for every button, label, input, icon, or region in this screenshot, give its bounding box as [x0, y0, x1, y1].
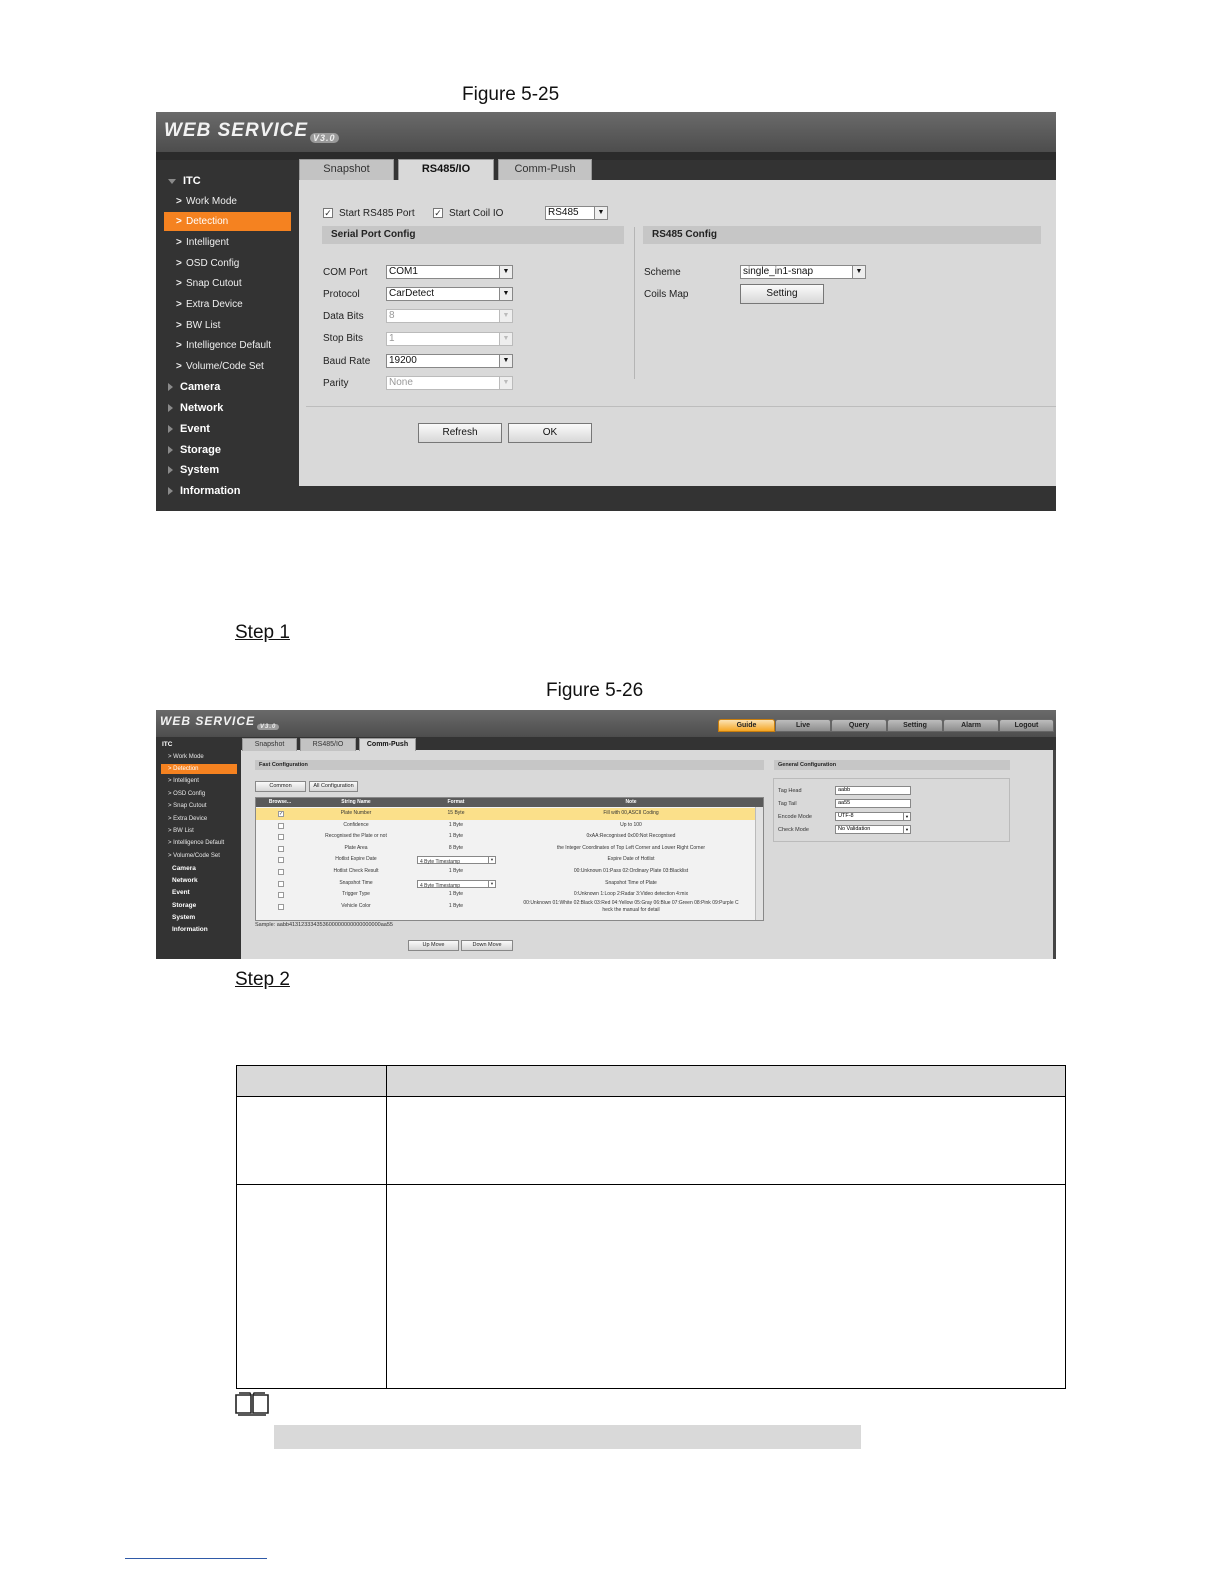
row-note: the Integer Coordinates of Top Left Corner and Lower Right Corner	[556, 844, 706, 851]
row-format-value: 4 Byte Timestamp	[420, 882, 461, 889]
top-nav-query[interactable]: Query	[831, 719, 887, 732]
start-coil-label: Start Coil IO	[449, 208, 504, 219]
chevron-right-icon: >	[176, 340, 182, 351]
sidebar-item-bw-list[interactable]: > BW List	[176, 320, 221, 331]
protocol-label: Protocol	[323, 289, 360, 300]
book-icon	[234, 1391, 270, 1417]
row-string-name: Snapshot Time	[339, 879, 373, 886]
table-row[interactable]	[256, 854, 756, 866]
row-note: 00:Unknown 01:White 02:Black 03:Red 04:Yellow 05:Gray 06:Blue 07:Green 08:Pink 09:Purple C	[523, 899, 739, 906]
sidebar-item-work-mode[interactable]: > Work Mode	[168, 754, 204, 760]
sidebar-item-network[interactable]: Network	[172, 877, 198, 884]
row-checkbox[interactable]	[278, 869, 284, 875]
dropdown-arrow-icon: ▼	[594, 207, 607, 219]
dropdown-arrow-icon: ▼	[499, 288, 512, 300]
tag-head-input[interactable]: aabb	[835, 786, 911, 795]
common-button[interactable]: Common	[255, 781, 306, 792]
sidebar-item-intelligent[interactable]: > Intelligent	[168, 778, 199, 784]
table-cell	[237, 1185, 387, 1389]
sidebar-item-extra-device[interactable]: > Extra Device	[168, 816, 208, 822]
screenshot-comm-push	[156, 710, 1056, 959]
tag-tail-label: Tag Tail	[778, 801, 797, 807]
dropdown-arrow-icon: ▼	[499, 377, 512, 389]
chevron-right-icon: >	[176, 320, 182, 331]
setting-button[interactable]: Setting	[740, 284, 824, 304]
header-bar	[156, 152, 1056, 160]
row-string-name: Plate Area	[344, 844, 368, 851]
data-bits-select[interactable]: 8 ▼	[386, 309, 513, 323]
collapse-icon	[168, 466, 173, 474]
row-checkbox[interactable]	[278, 846, 284, 852]
dropdown-arrow-icon: ▼	[499, 333, 512, 345]
dropdown-arrow-icon: ▼	[499, 355, 512, 367]
tab-snapshot[interactable]: Snapshot	[242, 738, 297, 751]
row-checkbox[interactable]	[278, 823, 284, 829]
col-string-name: String Name	[341, 799, 371, 805]
row-format: 1 Byte	[448, 891, 464, 898]
com-port-select[interactable]: COM1 ▼	[386, 265, 513, 279]
scheme-label: Scheme	[644, 267, 681, 278]
parity-select[interactable]: None ▼	[386, 376, 513, 390]
chevron-right-icon: >	[176, 237, 182, 248]
row-string-name: Hotlist Expire Date	[335, 856, 377, 863]
tag-tail-input[interactable]: aa55	[835, 799, 911, 808]
parameter-table	[236, 1065, 1066, 1389]
note-shaded-bar	[274, 1425, 861, 1449]
row-note: Expire Date of Hotlist	[607, 856, 655, 863]
refresh-button[interactable]: Refresh	[418, 423, 502, 443]
form-divider	[306, 406, 1056, 407]
sidebar-item-detection[interactable]: > Detection	[176, 216, 229, 227]
chevron-right-icon: >	[176, 258, 182, 269]
collapse-icon	[168, 404, 173, 412]
top-nav-setting[interactable]: Setting	[887, 719, 943, 732]
expand-icon	[168, 179, 176, 184]
sidebar-item-snap-cutout[interactable]: > Snap Cutout	[168, 803, 207, 809]
step-1-label: Step 1	[235, 622, 290, 643]
right-scroll-edge	[1053, 750, 1056, 959]
sidebar-item-event[interactable]: Event	[172, 889, 190, 896]
sidebar-item-camera[interactable]: Camera	[172, 865, 196, 872]
col-format: Format	[447, 799, 465, 805]
top-nav-live[interactable]: Live	[775, 719, 831, 732]
sidebar-item-extra-device[interactable]: > Extra Device	[176, 299, 243, 310]
table-row[interactable]	[256, 808, 756, 820]
collapse-icon	[168, 446, 173, 454]
row-note: Fill with 00,ASCII Coding	[603, 810, 659, 816]
sidebar-item-volume-code-set[interactable]: > Volume/Code Set	[176, 361, 264, 372]
sidebar-item-osd-config[interactable]: > OSD Config	[168, 791, 206, 797]
col-note: Note	[625, 799, 637, 805]
general-configuration-header: General Configuration	[774, 760, 1010, 770]
sidebar-item-detection[interactable]: > Detection	[168, 766, 199, 772]
row-format-select[interactable]	[417, 856, 496, 864]
dropdown-arrow-icon: ▼	[499, 266, 512, 278]
app-footer	[299, 486, 1056, 511]
tab-rs485-io[interactable]: RS485/IO	[300, 738, 356, 751]
coils-map-label: Coils Map	[644, 289, 689, 300]
serial-port-config-header: Serial Port Config	[322, 226, 624, 244]
fast-configuration-header: Fast Configuration	[255, 760, 764, 770]
sidebar-item-intelligence-default[interactable]: > Intelligence Default	[176, 340, 272, 351]
dropdown-arrow-icon: ▼	[903, 813, 910, 820]
com-port-label: COM Port	[323, 267, 368, 278]
row-string-name: Vehicle Color	[341, 902, 371, 909]
sidebar-item-information[interactable]: Information	[168, 485, 241, 497]
row-note: 0:Unknown 1:Loop 2:Radar 3:Video detection 4:mix	[573, 891, 689, 898]
sidebar-item-osd-config[interactable]: > OSD Config	[176, 258, 240, 269]
sidebar-item-snap-cutout[interactable]: > Snap Cutout	[176, 278, 242, 289]
col-browse: Browse...	[268, 799, 292, 805]
down-move-button[interactable]: Down Move	[461, 940, 513, 951]
web-service-logo: WEB SERVICE $_{V3.0}$	[160, 714, 279, 730]
tab-comm-push[interactable]: Comm-Push	[498, 159, 592, 180]
sidebar-item-intelligence-default[interactable]: > Intelligence Default	[168, 840, 225, 846]
chevron-right-icon: >	[176, 278, 182, 289]
dropdown-arrow-icon: ▼	[488, 857, 495, 863]
row-format: 1 Byte	[448, 833, 464, 840]
dropdown-arrow-icon: ▼	[852, 266, 865, 278]
stop-bits-select[interactable]: 1 ▼	[386, 332, 513, 346]
start-coil-checkbox[interactable]: ✓	[434, 208, 442, 218]
collapse-icon	[168, 425, 173, 433]
grid-scrollbar[interactable]	[755, 807, 763, 921]
data-bits-label: Data Bits	[323, 311, 364, 322]
table-cell	[237, 1097, 387, 1185]
tab-comm-push[interactable]: Comm-Push	[359, 738, 416, 751]
row-format: 1 Byte	[448, 902, 464, 909]
app-header	[156, 710, 1056, 737]
table-row[interactable]	[256, 901, 756, 913]
row-format: 8 Byte	[448, 844, 464, 851]
check-mode-select[interactable]: No Validation ▼	[835, 825, 911, 834]
row-format: 1 Byte	[448, 868, 464, 874]
table-row[interactable]	[256, 831, 756, 843]
row-note: 0xAA:Recognised 0x00:Not Recognised	[586, 833, 676, 840]
sidebar-item-event[interactable]: Event	[168, 423, 210, 435]
row-string-name: Recognised the Plate or not	[325, 833, 387, 840]
sidebar-root-itc[interactable]: ITC	[162, 741, 173, 748]
sidebar	[156, 737, 241, 959]
check-mode-label: Check Mode	[778, 827, 809, 833]
tab-rs485-io[interactable]: RS485/IO	[398, 159, 494, 180]
screenshot-rs485-io	[156, 112, 1056, 511]
table-cell	[387, 1097, 1066, 1185]
row-note: Snapshot Time of Plate	[605, 879, 657, 886]
scheme-select[interactable]: single_in1-snap ▼	[740, 265, 866, 279]
top-nav-guide[interactable]: Guide	[718, 719, 775, 732]
stop-bits-label: Stop Bits	[323, 333, 364, 344]
baud-rate-select[interactable]: 19200 ▼	[386, 354, 513, 368]
sample-text: Sample: aabb413123334353600000000000000000aa55	[255, 922, 393, 928]
table-row[interactable]	[256, 878, 756, 890]
tab-snapshot[interactable]: Snapshot	[299, 159, 394, 180]
sidebar-item-bw-list[interactable]: > BW List	[168, 828, 194, 834]
encode-mode-label: Encode Mode	[778, 814, 812, 820]
table-row	[237, 1185, 1066, 1389]
sidebar-item-network[interactable]: Network	[168, 402, 223, 414]
collapse-icon	[168, 383, 173, 391]
start-rs485-label: Start RS485 Port	[339, 208, 415, 219]
all-configuration-button[interactable]: All Configuration	[309, 781, 358, 792]
table-row[interactable]	[256, 843, 756, 855]
sidebar-item-storage[interactable]: Storage	[168, 444, 221, 456]
table-header-cell	[237, 1066, 387, 1097]
table-cell	[387, 1185, 1066, 1389]
row-string-name: Plate Number	[340, 810, 372, 816]
row-note: 00:Unknown 01:Pass 02:Ordinary Plate 03:Blacklist	[573, 868, 689, 874]
up-move-button[interactable]: Up Move	[408, 940, 459, 951]
parity-label: Parity	[323, 378, 349, 389]
row-checkbox[interactable]	[278, 904, 284, 910]
sidebar-item-system[interactable]: System	[172, 914, 196, 921]
chevron-right-icon: >	[176, 361, 182, 372]
step-2-label: Step 2	[235, 969, 290, 990]
app-header	[156, 112, 1056, 152]
encode-mode-select[interactable]: UTF-8 ▼	[835, 812, 911, 821]
row-string-name: Hotlist Check Result	[333, 868, 379, 874]
row-note: Up to 100	[620, 821, 642, 828]
collapse-icon	[168, 487, 173, 495]
grid-header	[256, 798, 764, 807]
row-checkbox[interactable]	[278, 834, 284, 840]
row-checkbox[interactable]	[278, 857, 284, 863]
ok-button[interactable]: OK	[508, 423, 592, 443]
table-row[interactable]	[256, 820, 756, 832]
sidebar-item-storage[interactable]: Storage	[172, 902, 197, 909]
sidebar-item-system[interactable]: System	[168, 464, 219, 476]
footnote-rule	[125, 1558, 267, 1559]
baud-rate-label: Baud Rate	[323, 356, 371, 367]
sidebar-item-intelligent[interactable]: > Intelligent	[176, 237, 229, 248]
dropdown-arrow-icon: ▼	[903, 826, 910, 833]
chevron-right-icon: >	[176, 299, 182, 310]
row-format-value: 4 Byte Timestamp	[420, 859, 461, 866]
section-divider	[634, 227, 635, 379]
row-format-select[interactable]	[417, 880, 496, 888]
row-format: 1 Byte	[448, 821, 464, 828]
table-row[interactable]	[256, 866, 756, 878]
sidebar-item-information[interactable]: Information	[172, 926, 208, 933]
protocol-select[interactable]: CarDetect ▼	[386, 287, 513, 301]
field-grid	[255, 797, 764, 921]
rs485-config-header: RS485 Config	[643, 226, 1041, 244]
start-rs485-checkbox[interactable]: ✓	[324, 208, 332, 218]
top-nav-alarm[interactable]: Alarm	[943, 719, 999, 732]
row-string-name: Trigger Type	[342, 891, 370, 898]
table-header-row	[237, 1066, 1066, 1097]
sidebar-item-camera[interactable]: Camera	[168, 381, 220, 393]
row-format: 15 Byte	[447, 810, 465, 816]
chevron-right-icon: >	[176, 216, 182, 227]
table-header-cell	[387, 1066, 1066, 1097]
row-checkbox[interactable]	[278, 881, 284, 887]
top-nav-logout[interactable]: Logout	[999, 719, 1054, 732]
row-string-name: Confidence	[343, 821, 369, 828]
chevron-right-icon: >	[176, 196, 182, 207]
sidebar	[156, 160, 299, 511]
dropdown-arrow-icon: ▼	[488, 881, 495, 887]
sidebar-item-volume-code-set[interactable]: > Volume/Code Set	[168, 853, 220, 859]
port-type-select[interactable]: RS485 ▼	[545, 206, 608, 220]
figure-caption-5-25: Figure 5-25	[462, 84, 560, 105]
figure-caption-5-26: Figure 5-26	[546, 680, 644, 701]
row-checkbox[interactable]	[278, 892, 284, 898]
sidebar-root-itc[interactable]: ITC	[168, 175, 201, 187]
row-note-continued: heck the manual for detail	[602, 906, 660, 913]
table-row	[237, 1097, 1066, 1185]
tag-head-label: Tag Head	[778, 788, 802, 794]
sidebar-item-work-mode[interactable]: > Work Mode	[176, 196, 237, 207]
dropdown-arrow-icon: ▼	[499, 310, 512, 322]
row-checkbox[interactable]: ✓	[279, 811, 284, 817]
web-service-logo: WEB SERVICE $_{V3.0}$	[164, 120, 339, 143]
